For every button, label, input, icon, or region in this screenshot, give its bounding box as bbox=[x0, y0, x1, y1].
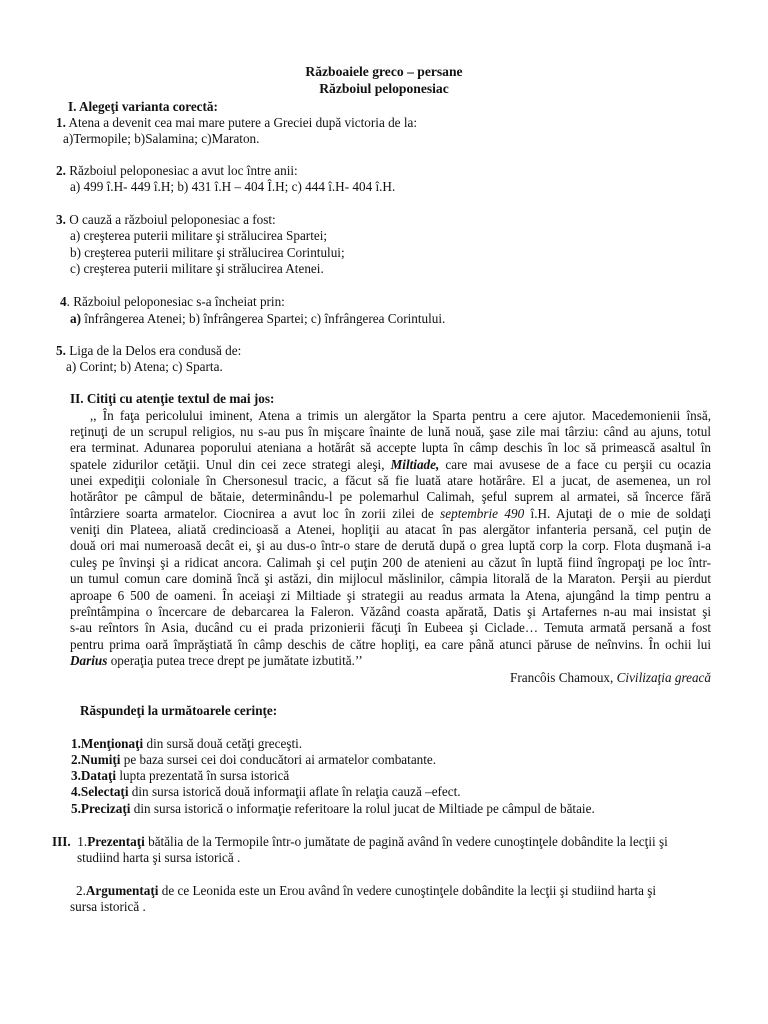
source-text-line: veniţi din Plateea, aliată credincioasă a Atenei, hopliţii au atacat în pas alergător infanteria persană, cel puţin de bbox=[70, 522, 711, 537]
question-1 bbox=[56, 115, 417, 131]
task-text: din sursa istorică două informaţii aflate în relaţia cauză –efect. bbox=[128, 784, 461, 799]
source-text-segment: î.H. Ajutaţi de o mie de soldaţi bbox=[524, 506, 711, 521]
source-text-line bbox=[70, 653, 711, 669]
question-2-number: 2. bbox=[56, 163, 66, 178]
question-3-option-c: c) creşterea puterii militare şi strălucirea Atenei. bbox=[70, 261, 324, 276]
task-verb: Menţionaţi bbox=[80, 736, 144, 751]
section-3-task-1-number: 1. bbox=[74, 834, 88, 849]
section-3-roman: III. bbox=[52, 834, 71, 849]
source-book-title: Civilizaţia greacă bbox=[616, 670, 711, 685]
task-text: din sursa istorică o informaţie referitoare la rolul jucat de Miltiade pe câmpul de bătaie. bbox=[130, 801, 595, 816]
question-4-options bbox=[70, 311, 445, 327]
question-5 bbox=[56, 343, 241, 359]
task-verb: Dataţi bbox=[80, 768, 117, 783]
question-5-options: a) Corint; b) Atena; c) Sparta. bbox=[66, 359, 223, 374]
source-text-line: pentru prima oară împrăştiată în câmp deschis de către hopliţi, ea care până atunci păruse de neînvins. În ochii lui bbox=[70, 637, 711, 652]
section-3-task-1-verb: Prezentaţi bbox=[87, 834, 145, 849]
task-number: 5. bbox=[71, 801, 81, 816]
question-3 bbox=[56, 212, 276, 228]
task-number: 3. bbox=[71, 768, 81, 783]
task-verb: Precizaţi bbox=[80, 801, 131, 816]
question-2 bbox=[56, 163, 298, 179]
section-3-task-2-number: 2. bbox=[76, 883, 86, 898]
section-2-heading: II. Citiţi cu atenţie textul de mai jos: bbox=[70, 391, 275, 406]
source-text-segment: operaţia putea trece drept pe jumătate izbutită.’’ bbox=[107, 653, 363, 668]
task-text: pe baza sursei cei doi conducători ai armatelor combatante. bbox=[120, 752, 437, 767]
darius-name: Darius bbox=[70, 653, 108, 668]
question-4 bbox=[60, 294, 285, 310]
section-3-task-1-line-2: studiind harta şi sursa istorică . bbox=[77, 850, 241, 865]
question-4-number: 4 bbox=[60, 294, 67, 309]
question-5-number: 5. bbox=[56, 343, 66, 358]
miltiade-name: Miltiade, bbox=[390, 457, 440, 472]
source-text-line: reţinuţi de un scrupul religios, nu s-au pus în mişcare înainte de lună nouă, şase zile mai târziu: când au ajuns, totul bbox=[70, 424, 711, 439]
task-1 bbox=[71, 736, 302, 752]
task-number: 4. bbox=[71, 784, 81, 799]
question-3-number: 3. bbox=[56, 212, 66, 227]
source-citation bbox=[510, 670, 711, 686]
source-text-line: preîntâmpina o încercare de debarcarea la Faleron. Văzând coasta apărată, Datis şi Artafernes n-au mai insistat şi bbox=[70, 604, 711, 619]
task-2 bbox=[71, 752, 436, 768]
source-text-line: unei expediţii coloniale în Chersonesul tracic, a făcut să fie luată atare hotărâre. El a jucat, de asemenea, un rol bbox=[70, 473, 711, 488]
source-text-segment: spatele zidurilor cetăţii. Unul din cei zece strategi aleşi, bbox=[70, 457, 391, 472]
section-3-task-2 bbox=[76, 883, 656, 899]
question-1-text: Atena a devenit cea mai mare putere a Greciei după victoria de la: bbox=[65, 115, 418, 130]
source-text-line: era terminat. Adunarea poporului ateniana a hotărât să accepte lupta în câmp deschis în loc să primească asaltul în bbox=[70, 440, 711, 455]
question-4-options-text: înfrângerea Atenei; b) înfrângerea Spartei; c) înfrângerea Corintului. bbox=[81, 311, 446, 326]
task-text: din sursă două cetăţi greceşti. bbox=[143, 736, 303, 751]
tasks-heading: Răspundeţi la următoarele cerinţe: bbox=[80, 703, 278, 718]
section-1-heading: I. Alegeţi varianta corectă: bbox=[68, 99, 218, 114]
section-3-task-1-text: bătălia de la Termopile într-o jumătate de pagină având în vedere cunoştinţele dobândite la lecţii şi bbox=[144, 834, 668, 849]
question-2-text: Războiul peloponesiac a avut loc între anii: bbox=[65, 163, 298, 178]
question-4-option-a-label: a) bbox=[70, 311, 81, 326]
task-number: 1. bbox=[71, 736, 81, 751]
question-2-options: a) 499 î.H- 449 î.H; b) 431 î.H – 404 Î.H; c) 444 î.H- 404 î.H. bbox=[70, 179, 396, 194]
section-3-task-2-line-2: sursa istorică . bbox=[70, 899, 146, 914]
source-text-segment: care mai avusese de a face cu perşii cu ocazia bbox=[439, 457, 711, 472]
question-3-option-a: a) creşterea puterii militare şi strălucirea Spartei; bbox=[70, 228, 328, 243]
question-1-number: 1. bbox=[56, 115, 66, 130]
section-3-task-2-verb: Argumentaţi bbox=[85, 883, 159, 898]
section-3-task-1 bbox=[52, 834, 668, 850]
task-verb: Selectaţi bbox=[80, 784, 129, 799]
question-5-text: Liga de la Delos era condusă de: bbox=[65, 343, 242, 358]
source-text-line: hotărâtor pe câmpul de bătaie, determinându-l pe polemarhul Calimah, şeful suprem al armatei, să încerce fără bbox=[70, 489, 711, 504]
task-text: lupta prezentată în sursa istorică bbox=[116, 768, 290, 783]
source-text-line: ,, În faţa pericolului iminent, Atena a trimis un alergător la Sparta pentru a cere ajutor. Macedemonienii însă, bbox=[90, 408, 711, 423]
source-text-segment: întârziere soarta armatelor. Ciocnirea a avut loc în zorii zilei de bbox=[70, 506, 441, 521]
question-1-options: a)Termopile; b)Salamina; c)Maraton. bbox=[63, 131, 260, 146]
source-text-line bbox=[70, 457, 711, 473]
task-4 bbox=[71, 784, 461, 800]
source-text-line: două ori mai numeroasă decât ei, şi au dus-o într-o stare de derută după o grea luptă corp la corp. Flota duşmană i-a bbox=[70, 538, 711, 553]
question-3-option-b: b) creşterea puterii militare şi strălucirea Corintului; bbox=[70, 245, 345, 260]
source-text-line: culeş pe învinşi şi a ridicat ancora. Calimah şi cel puţin 200 de atenieni au căzut în luptă fiind îngropaţi pe loc într- bbox=[70, 555, 711, 570]
source-text-line: aproape 6 500 de oameni. În aceiaşi zi Miltiade şi strategii au readus armata la Atena, ajungând la timp pentru a bbox=[70, 588, 711, 603]
task-verb: Numiţi bbox=[80, 752, 121, 767]
task-3 bbox=[71, 768, 289, 784]
battle-date: septembrie 490 bbox=[440, 506, 525, 521]
source-text-line: s-au reîntors în Asia, ducând cu ei prada prizonierii făcuţi în Eubeea şi Ciclade… Temuta armată persană a fost bbox=[70, 620, 711, 635]
title-peloponnesian-war: Războiul peloponesiac bbox=[319, 81, 449, 96]
task-5 bbox=[71, 801, 595, 817]
question-4-text: . Războiul peloponesiac s-a încheiat prin: bbox=[66, 294, 285, 309]
section-3-task-2-text: de ce Leonida este un Erou având în vedere cunoştinţele dobândite la lecţii şi studiind harta şi bbox=[158, 883, 657, 898]
source-text-line: un tumul comun care domină încă şi astăzi, din mijlocul măslinilor, câmpia litorală de la Maraton. Perşii au pierdut bbox=[70, 571, 711, 586]
source-text-line bbox=[70, 506, 711, 522]
source-author: Francôis Chamoux, bbox=[510, 670, 617, 685]
title-greco-persian-wars: Războaiele greco – persane bbox=[305, 64, 463, 79]
task-number: 2. bbox=[71, 752, 81, 767]
question-3-text: O cauză a războiul peloponesiac a fost: bbox=[65, 212, 276, 227]
